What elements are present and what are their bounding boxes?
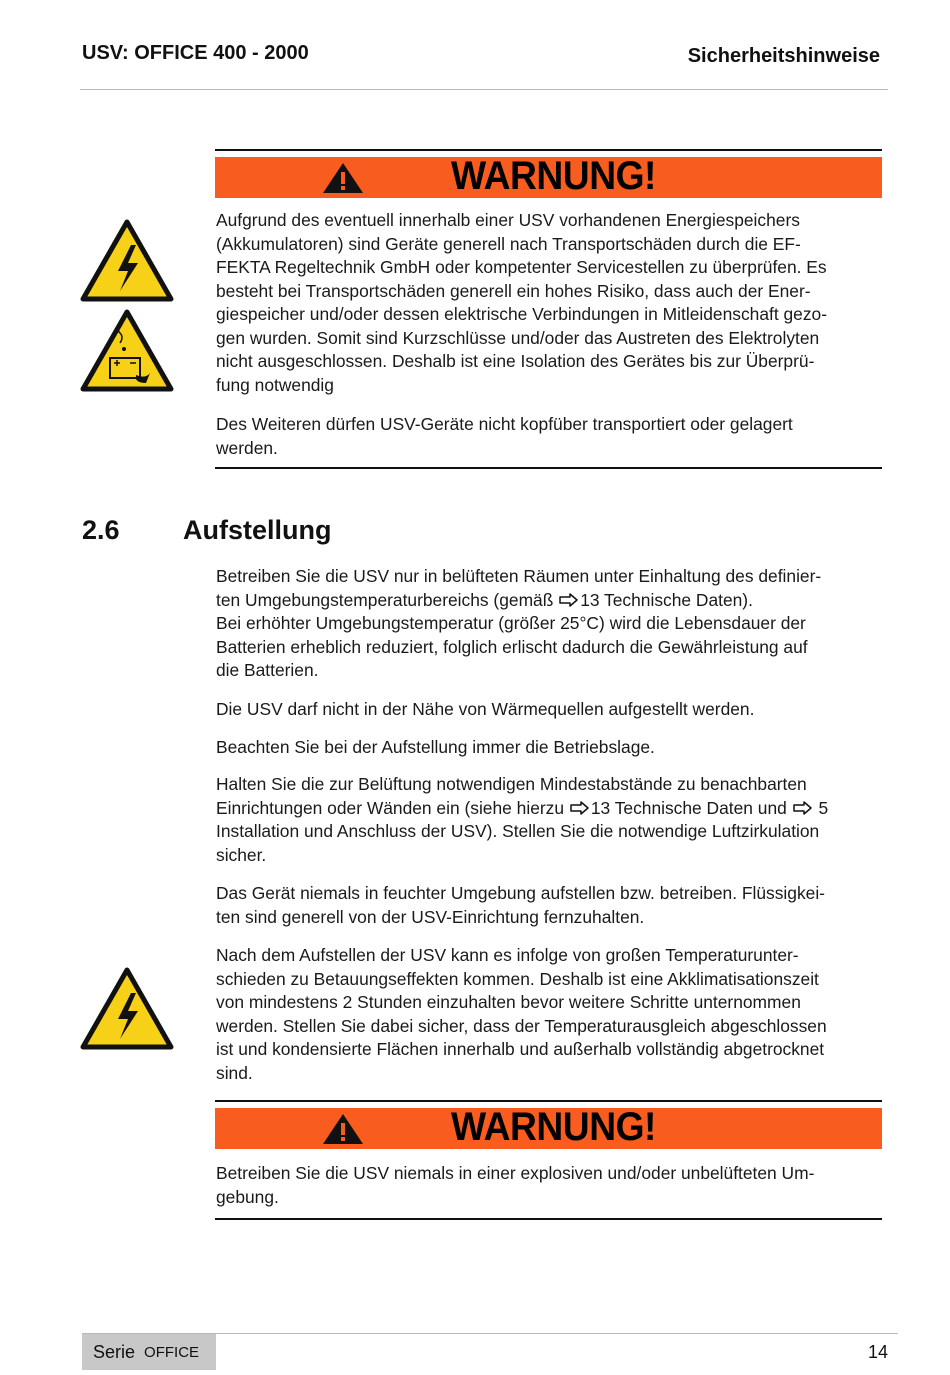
section-paragraph-1 (216, 565, 888, 683)
text-line: sind. (216, 1062, 253, 1083)
text-line: werden. Stellen Sie dabei sicher, dass der Temperaturausgleich abgeschlossen (216, 1015, 827, 1036)
reference-arrow-icon (570, 801, 590, 815)
text-line: nicht ausgeschlossen. Deshalb ist eine Isolation des Gerätes bis zur Überprü- (216, 351, 815, 371)
text-line: fung notwendig (216, 374, 334, 395)
text-line: besteht bei Transportschäden generell ein hohes Risiko, dass auch der Ener- (216, 280, 811, 301)
section-title: Aufstellung (183, 515, 332, 545)
reference-link[interactable]: 13 Technische Daten und (590, 797, 792, 818)
text-line: giespeicher und/oder dessen elektrische Verbindungen in Mitleidenschaft gezo- (216, 304, 827, 324)
warning-box-top-rule (215, 149, 882, 151)
warning-banner (215, 1105, 882, 1149)
warning-label: WARNUNG! (451, 1105, 656, 1149)
text-line: Batterien erheblich reduziert, folglich erlischt dadurch die Gewährleistung auf (216, 636, 808, 657)
warning-1-paragraph-2 (216, 413, 888, 460)
text-line: werden. (216, 437, 278, 458)
text-line: Betreiben Sie die USV nur in belüfteten Räumen unter Einhaltung des definier- (216, 566, 822, 586)
high-voltage-warning-icon (80, 967, 174, 1051)
header-divider (80, 89, 888, 90)
warning-box-top-rule (215, 1100, 882, 1102)
header-document-title: USV: OFFICE 400 - 2000 (82, 42, 309, 64)
text-line: Installation und Anschluss der USV). Stellen Sie die notwendige Luftzirkulation (216, 821, 820, 841)
reference-arrow-icon (793, 801, 813, 815)
text-line: Bei erhöhter Umgebungstemperatur (größer 25°C) wird die Lebensdauer der (216, 613, 806, 633)
section-paragraph-3 (216, 736, 888, 760)
text-line: schieden zu Betauungseffekten kommen. Deshalb ist eine Akklimatisationszeit (216, 968, 819, 989)
footer-office-text: OFFICE (144, 1343, 200, 1361)
warning-1-paragraph-1 (216, 209, 888, 397)
footer-serie-text: Serie (93, 1341, 136, 1362)
text-line: Aufgrund des eventuell innerhalb einer USV vorhandenen Energiespeichers (216, 210, 800, 230)
text-line-with-reference (216, 797, 888, 821)
header-chapter-title: Sicherheitshinweise (687, 45, 880, 67)
text-line: ten sind generell von der USV-Einrichtung fernzuhalten. (216, 906, 645, 927)
text-line: von mindestens 2 Stunden einzuhalten bevor weitere Schritte unternommen (216, 992, 801, 1012)
section-paragraph-4 (216, 773, 888, 867)
reference-link[interactable]: 13 Technische Daten). (580, 589, 753, 610)
section-paragraph-5 (216, 882, 888, 929)
text-line: (Akkumulatoren) sind Geräte generell nach Transportschäden durch die EF- (216, 233, 801, 254)
warning-2-paragraph (216, 1162, 888, 1209)
warning-banner (215, 154, 882, 198)
text-line: Beachten Sie bei der Aufstellung immer die Betriebslage. (216, 737, 655, 757)
text-line: sicher. (216, 844, 267, 865)
warning-box-bottom-rule (215, 1218, 882, 1220)
text-line: Halten Sie die zur Belüftung notwendigen Mindestabstände zu benachbarten (216, 774, 807, 794)
text-segment: Einrichtungen oder Wänden ein (siehe hierzu (216, 797, 569, 818)
text-line: Betreiben Sie die USV niemals in einer explosiven und/oder unbelüfteten Um- (216, 1163, 815, 1183)
text-line: ist und kondensierte Flächen innerhalb und außerhalb vollständig abgetrocknet (216, 1039, 825, 1059)
text-line-with-reference (216, 589, 888, 613)
text-line: Das Gerät niemals in feuchter Umgebung aufstellen bzw. betreiben. Flüssigkei- (216, 883, 825, 903)
text-segment: ten Umgebungstemperaturbereichs (gemäß (216, 589, 559, 610)
footer-series-label (82, 1334, 216, 1370)
reference-arrow-icon (559, 593, 579, 607)
general-warning-icon (321, 161, 365, 195)
section-paragraph-6 (216, 944, 888, 1085)
high-voltage-warning-icon (80, 219, 174, 303)
text-line: Des Weiteren dürfen USV-Geräte nicht kopfüber transportiert oder gelagert (216, 414, 793, 434)
warning-box-bottom-rule (215, 467, 882, 469)
text-line: FEKTA Regeltechnik GmbH oder kompetenter Servicestellen zu überprüfen. Es (216, 257, 827, 277)
general-warning-icon (321, 1112, 365, 1146)
reference-link[interactable]: 5 (813, 797, 829, 818)
text-line: die Batterien. (216, 660, 319, 680)
text-line: gen wurden. Somit sind Kurzschlüsse und/oder das Austreten des Elektrolyten (216, 327, 820, 348)
text-line: Nach dem Aufstellen der USV kann es infolge von großen Temperaturunter- (216, 945, 799, 965)
page-number: 14 (868, 1342, 889, 1362)
section-paragraph-2 (216, 698, 888, 722)
warning-label: WARNUNG! (451, 154, 656, 198)
text-line: gebung. (216, 1186, 279, 1207)
section-number: 2.6 (82, 515, 120, 545)
battery-corrosive-warning-icon (80, 309, 174, 393)
text-line: Die USV darf nicht in der Nähe von Wärmequellen aufgestellt werden. (216, 699, 755, 719)
